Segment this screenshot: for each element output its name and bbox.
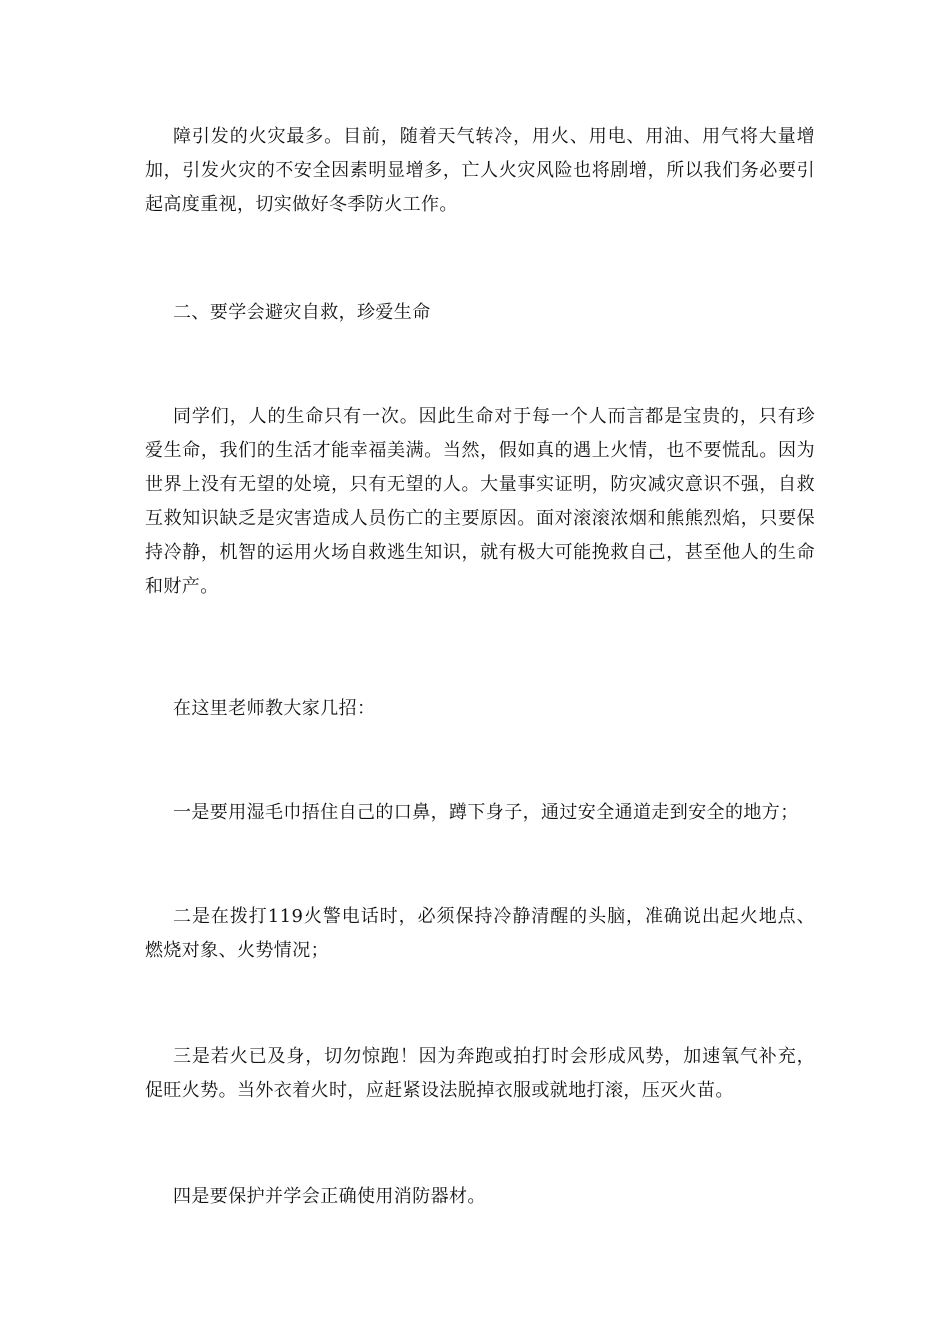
paragraph-teacher-tips-intro: 在这里老师教大家几招： [173,698,376,719]
paragraph-tip-three: 三是若火已及身，切勿惊跑！因为奔跑或拍打时会形成风势，加速氧气补充，促旺火势。当外衣着火时，应赶紧设法脱掉衣服或就地打滚，压灭火苗。 [145,1046,815,1101]
section-heading-self-rescue: 二、要学会避灾自救，珍爱生命 [173,302,431,323]
paragraph-tip-two: 二是在拨打119火警电话时，必须保持冷静清醒的头脑，准确说出起火地点、燃烧对象、火势情况； [145,906,815,961]
paragraph-tip-four: 四是要保护并学会正确使用消防器材。 [173,1186,486,1207]
paragraph-cherish-life: 同学们，人的生命只有一次。因此生命对于每一个人而言都是宝贵的，只有珍爱生命，我们的生活才能幸福美满。当然，假如真的遇上火情，也不要慌乱。因为世界上没有无望的处境，只有无望的人。大量事实证明，防灾减灾意识不强，自救互救知识缺乏是灾害造成人员伤亡的主要原因。面对滚滚浓烟和熊熊烈焰，只要保持冷静，机智的运用火场自救逃生知识，就有极大可能挽救自己，甚至他人的生命和财产。 [145,406,815,597]
paragraph-fire-causes: 障引发的火灾最多。目前，随着天气转冷，用火、用电、用油、用气将大量增加，引发火灾的不安全因素明显增多，亡人火灾风险也将剧增，所以我们务必要引起高度重视，切实做好冬季防火工作。 [145,126,815,215]
paragraph-tip-one: 一是要用湿毛巾捂住自己的口鼻，蹲下身子，通过安全通道走到安全的地方； [173,802,799,823]
